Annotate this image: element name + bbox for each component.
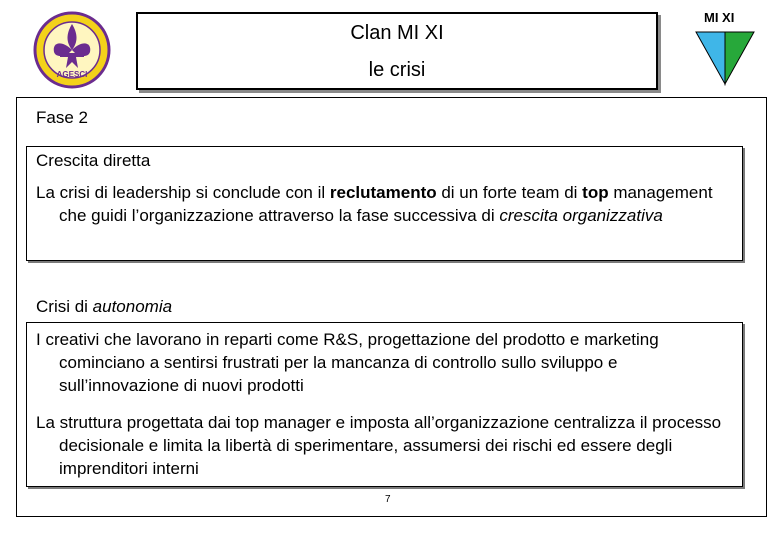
title-line-1: Clan MI XI xyxy=(350,22,444,44)
section-title: Fase 2 xyxy=(36,108,88,127)
panel1-text-3: management che guidi l’organizzazione attraverso la fase successiva di xyxy=(59,183,713,225)
panel1-paragraph xyxy=(36,181,734,227)
panel1-text-2: di un forte team di xyxy=(436,183,583,202)
panel-crescita-diretta xyxy=(26,146,743,261)
panel-crisi-autonomia xyxy=(26,322,743,487)
crisis-label xyxy=(36,297,172,317)
panel1-text-1: La crisi di leadership si conclude con il xyxy=(36,183,330,202)
title-line-2: le crisi xyxy=(368,59,426,81)
panel1-bold-reclutamento: reclutamento xyxy=(329,183,437,202)
panel1-italic: crescita organizzativa xyxy=(499,206,663,225)
triangle-logo-icon xyxy=(694,30,756,86)
title-box xyxy=(136,12,658,90)
panel2-paragraph-2: La struttura progettata dai top manager e imposta all’organizzazione centralizza il processo decisionale e limita la libertà di sperimentare, assumersi dei rischi ed essere degli imprenditori interni xyxy=(36,413,722,478)
panel1-heading: Crescita diretta xyxy=(36,151,151,170)
logo-text: AGESCI xyxy=(56,70,88,79)
crisis-label-plain: Crisi di xyxy=(36,297,93,316)
panel2-paragraph-1: I creativi che lavorano in reparti come R&S, progettazione del prodotto e marketing cominciano a sentirsi frustrati per la mancanza di controllo sullo sviluppo e sull’innovazione di nuovi prodotti xyxy=(36,330,659,395)
corner-label: MI XI xyxy=(704,10,735,25)
agesci-logo xyxy=(32,10,112,90)
page-number: 7 xyxy=(385,494,391,505)
panel1-bold-top: top xyxy=(582,183,609,202)
crisis-label-italic: autonomia xyxy=(92,297,173,316)
